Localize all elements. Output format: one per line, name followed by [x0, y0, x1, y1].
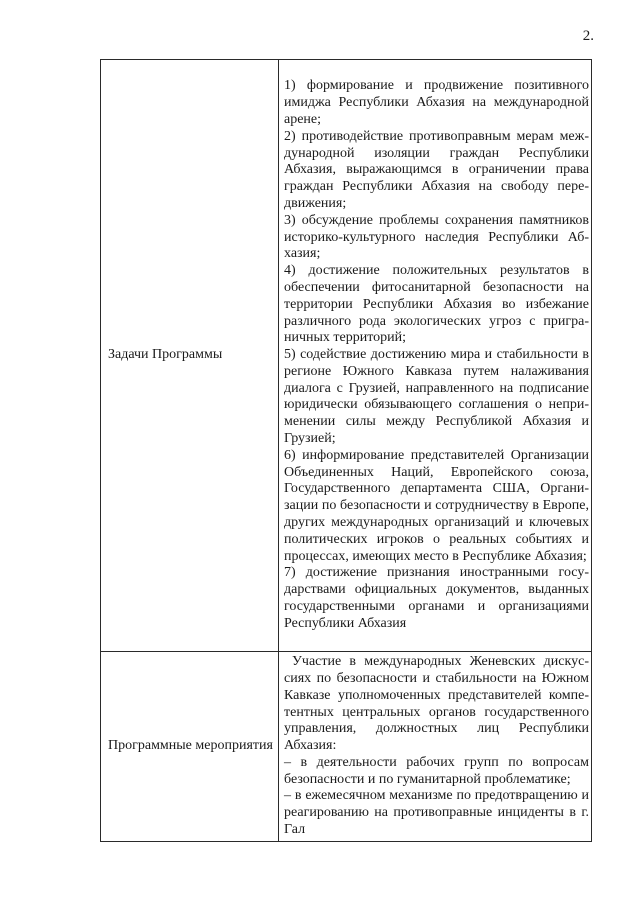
task-item-2: 2) противодействие противоправным мерам международной изоляции граждан Республики Абхазия, выражающимся в ограничении права граждан Республики Абхазия на свободу передвижения; — [284, 128, 589, 211]
events-label: Программные мероприятия — [101, 652, 279, 842]
tasks-row — [101, 60, 592, 652]
events-content — [279, 652, 592, 842]
events-row — [101, 652, 592, 842]
event-item-2: – в ежемесячном механизме по предотвращению и реагированию на противоправные инциденты в г. Гал — [284, 788, 589, 838]
task-item-5: 5) содействие достижению мира и стабильности в регионе Южного Кавказа путем налаживания диалога с Грузией, направленного на подписание юридически обязывающего соглашения о неприменении силы между Республикой Абхазия и Грузией; — [284, 347, 589, 447]
task-item-4: 4) достижение положительных результатов в обеспечении фитосанитарной безопасности на территории Республики Абхазия во избежание различного рода экологических угроз с приграничных территорий; — [284, 263, 589, 346]
task-item-3: 3) обсуждение проблемы сохранения памятников историко-культурного наследия Республики Абхазия; — [284, 212, 589, 262]
task-item-1: 1) формирование и продвижение позитивного имиджа Республики Абхазия на международной арене; — [284, 78, 589, 127]
task-item-7: 7) достижение признания иностранными государствами официальных документов, выданных государственными органами и организациями Республики Абхазия — [284, 565, 589, 631]
events-intro: Участие в международных Женевских дискуссиях по безопасности и стабильности на Южном Кавказе уполномоченных представителей компетентных центральных органов государственного управления, должностных лиц Республики Абхазия: — [284, 654, 589, 754]
task-item-6: 6) информирование представителей Организации Объединенных Наций, Европейского союза, Государственного департамента США, Организации по безопасности и сотрудничеству в Европе, других международных организаций и ключевых политических игроков о реальных событиях и процессах, имеющих место в Республике Абхазия; — [284, 447, 589, 564]
page-number: 2. — [582, 28, 594, 44]
tasks-content — [279, 60, 592, 652]
tasks-label: Задачи Программы — [101, 60, 279, 652]
program-table — [100, 59, 592, 842]
event-item-1: – в деятельности рабочих групп по вопросам безопасности и по гуманитарной проблематике; — [284, 754, 589, 787]
